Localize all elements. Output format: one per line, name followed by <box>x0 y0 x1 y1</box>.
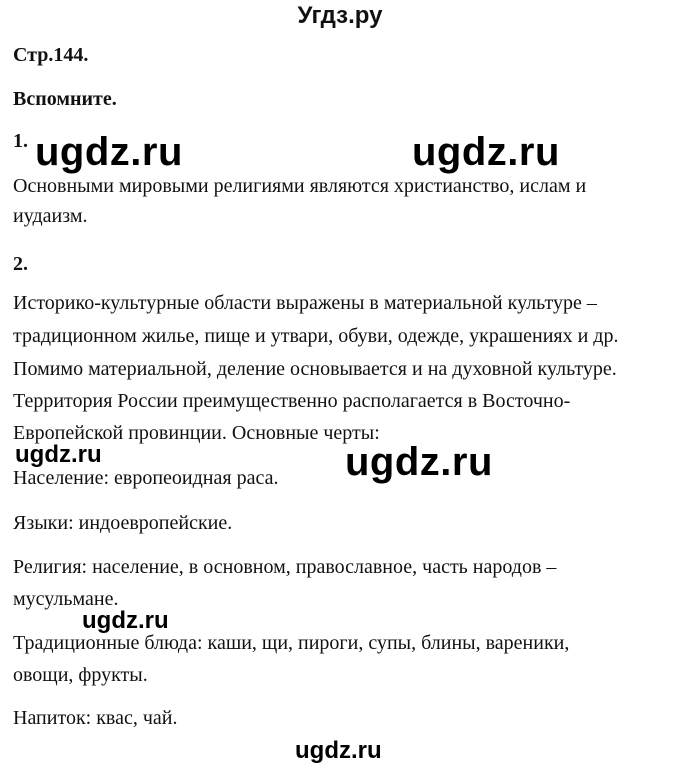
watermark: ugdz.ru <box>295 737 382 764</box>
feature-religion: Религия: население, в основном, православное, часть народов – <box>13 556 557 578</box>
answer-number: 2. <box>13 253 28 275</box>
site-title: Угдз.ру <box>297 2 383 29</box>
watermark: ugdz.ru <box>412 130 560 174</box>
answer-number: 1. <box>13 130 28 152</box>
feature-dishes: Традиционные блюда: каши, щи, пироги, супы, блины, вареники, <box>13 632 570 654</box>
watermark: ugdz.ru <box>15 441 102 468</box>
watermark: ugdz.ru <box>345 440 493 484</box>
answer-text-line: Историко-культурные области выражены в материальной культуре – <box>13 292 597 314</box>
answer-text-line: Европейской провинции. Основные черты: <box>13 422 380 444</box>
feature-religion: мусульмане. <box>13 588 119 610</box>
feature-drink: Напиток: квас, чай. <box>13 707 178 729</box>
watermark: ugdz.ru <box>35 130 183 174</box>
answer-text-line: иудаизм. <box>13 205 88 227</box>
answer-text-line: Территория России преимущественно располагается в Восточно- <box>13 390 571 412</box>
feature-languages: Языки: индоевропейские. <box>13 512 233 534</box>
watermark: ugdz.ru <box>82 607 169 634</box>
feature-dishes: овощи, фрукты. <box>13 664 148 686</box>
feature-population: Население: европеоидная раса. <box>13 467 279 489</box>
page-reference: Стр.144. <box>13 44 89 66</box>
answer-text-line: Помимо материальной, деление основывается и на духовной культуре. <box>13 358 617 380</box>
answer-text-line: традиционном жилье, пище и утвари, обуви, одежде, украшениях и др. <box>13 325 619 347</box>
section-title: Вспомните. <box>13 88 117 110</box>
answer-text-line: Основными мировыми религиями являются христианство, ислам и <box>13 175 587 197</box>
